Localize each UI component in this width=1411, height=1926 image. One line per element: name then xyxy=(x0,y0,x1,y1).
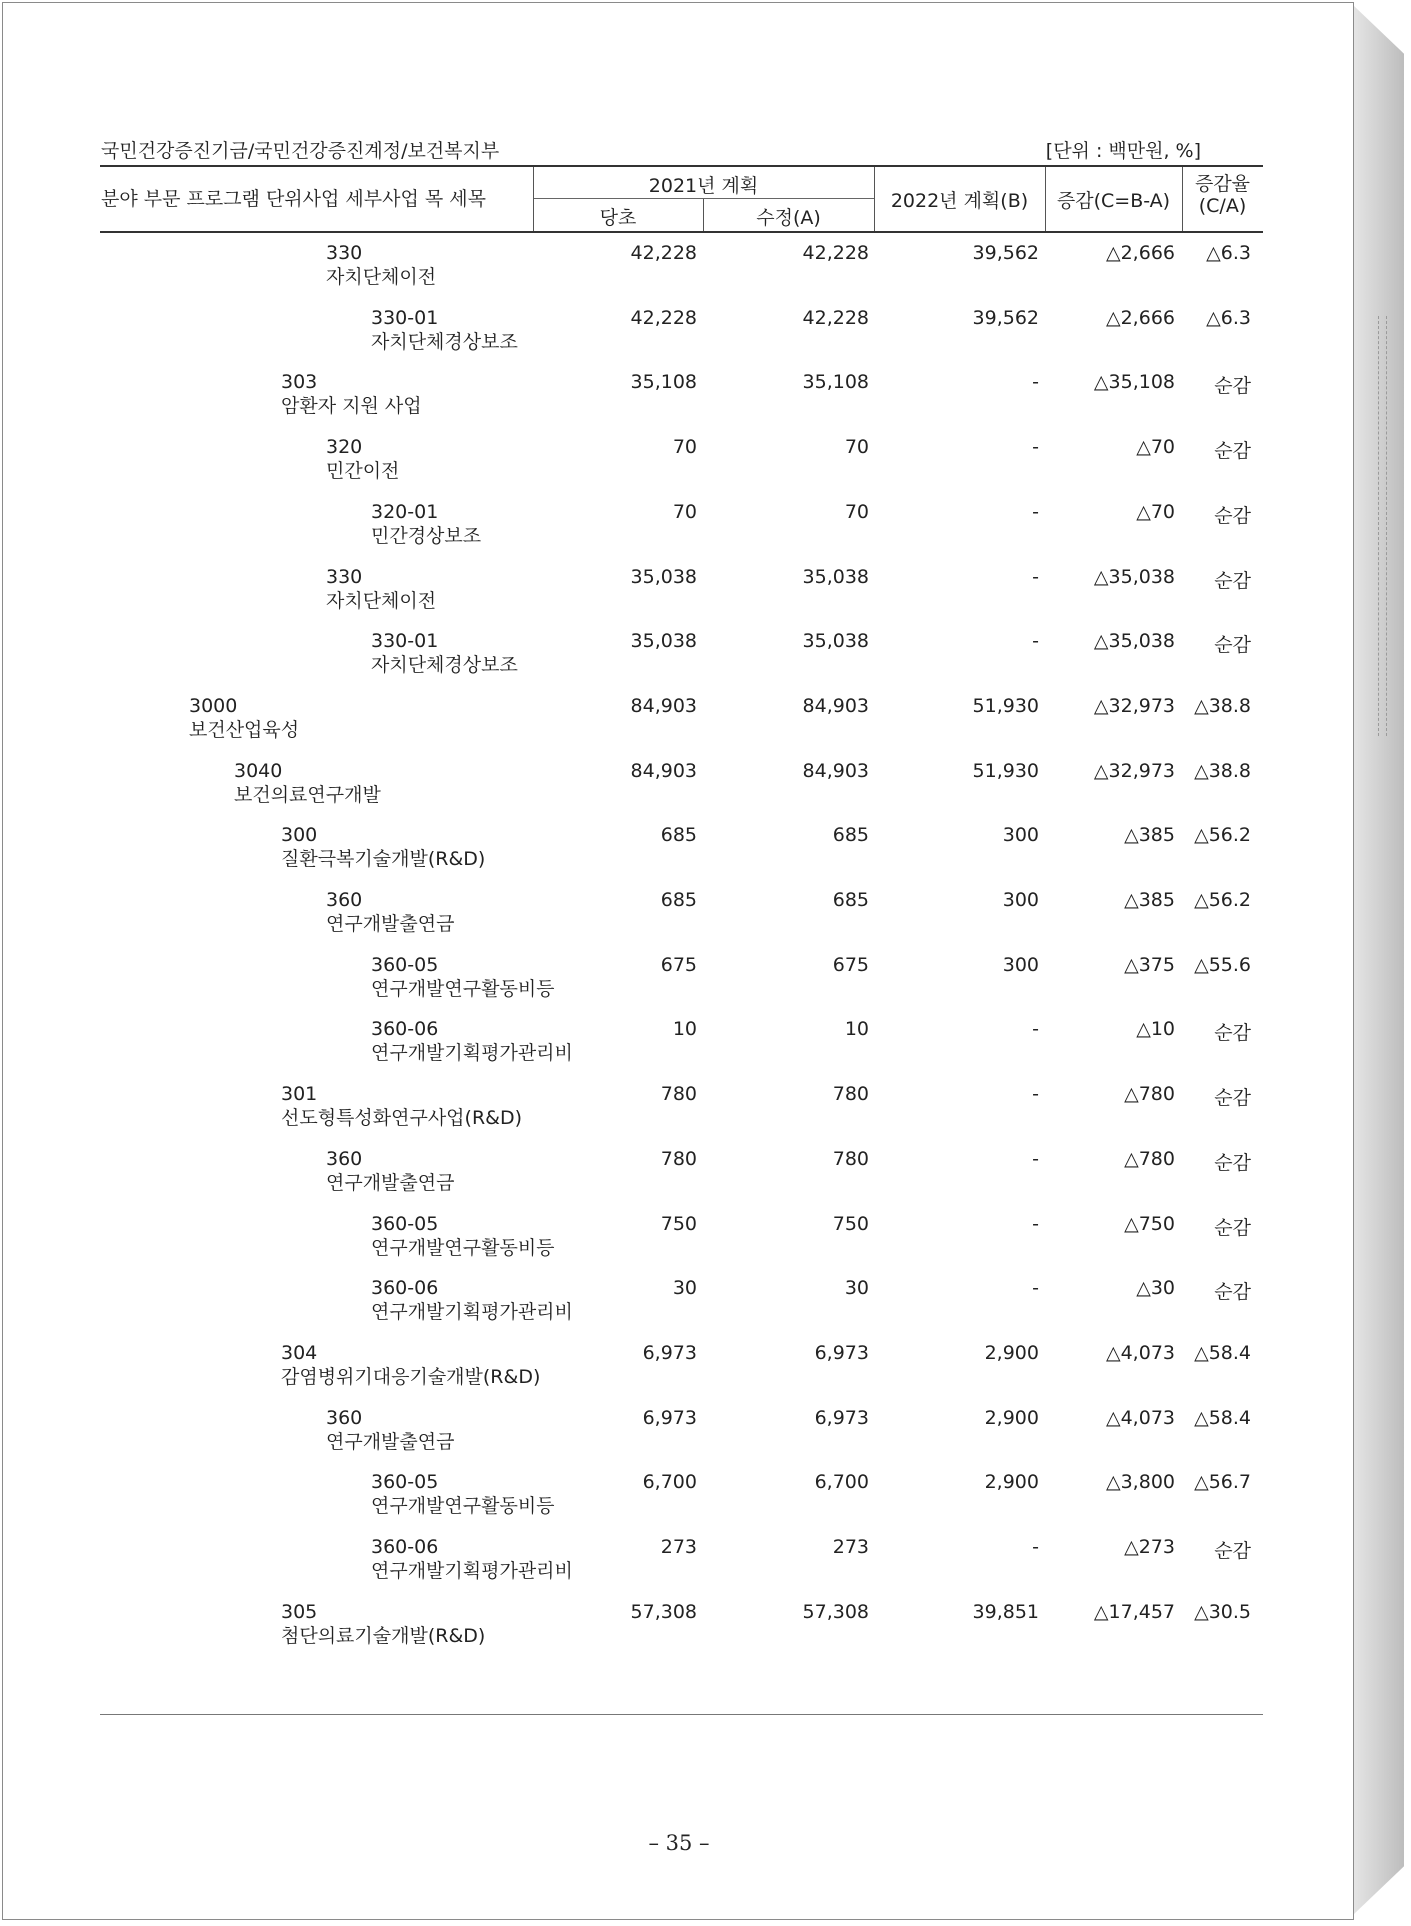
value-2022-plan: - xyxy=(1032,1212,1039,1235)
value-2022-plan: - xyxy=(1032,630,1039,653)
table-row xyxy=(3,954,1355,1018)
table-row xyxy=(3,760,1355,824)
value-change: △780 xyxy=(1124,1147,1175,1170)
column-header-initial: 당초 xyxy=(599,207,637,229)
value-2022-plan: 300 xyxy=(1002,824,1039,847)
value-change: △273 xyxy=(1124,1536,1175,1558)
value-2022-plan: 39,562 xyxy=(972,242,1039,264)
row-code: 3040 xyxy=(234,759,283,782)
row-code: 330-01 xyxy=(371,306,439,329)
table-row xyxy=(3,501,1355,565)
row-code: 360 xyxy=(326,1406,363,1429)
footer-rule xyxy=(100,1714,1263,1715)
value-revised: 35,038 xyxy=(802,630,869,653)
value-revised: 57,308 xyxy=(802,1600,869,1623)
value-rate: 순감 xyxy=(1214,1087,1251,1110)
value-rate: 순감 xyxy=(1214,440,1251,463)
row-code: 360-05 xyxy=(371,1212,439,1235)
value-initial: 57,308 xyxy=(630,1600,697,1623)
value-initial: 675 xyxy=(660,953,697,976)
value-rate: △30.5 xyxy=(1194,1600,1251,1623)
value-initial: 42,228 xyxy=(630,242,697,264)
value-2022-plan: 51,930 xyxy=(972,759,1039,782)
value-change: △4,073 xyxy=(1105,1406,1175,1429)
value-change: △30 xyxy=(1136,1277,1175,1300)
value-change: △35,108 xyxy=(1093,371,1175,394)
value-rate: △6.3 xyxy=(1206,242,1251,264)
row-name: 연구개발연구활동비등 xyxy=(371,977,555,1000)
edge-dash-line xyxy=(1378,316,1380,736)
value-initial: 42,228 xyxy=(630,306,697,329)
value-rate: △38.8 xyxy=(1194,759,1251,782)
table-row xyxy=(3,695,1355,759)
value-revised: 780 xyxy=(832,1083,869,1106)
value-rate: △58.4 xyxy=(1194,1341,1251,1364)
value-initial: 30 xyxy=(672,1277,697,1300)
value-change: △32,973 xyxy=(1093,694,1175,717)
value-initial: 273 xyxy=(660,1536,697,1558)
value-revised: 84,903 xyxy=(802,759,869,782)
row-name: 감염병위기대응기술개발(R&D) xyxy=(281,1365,541,1388)
value-2022-plan: - xyxy=(1032,500,1039,523)
value-change: △35,038 xyxy=(1093,565,1175,588)
value-rate: △56.7 xyxy=(1194,1471,1251,1494)
value-2022-plan: 2,900 xyxy=(984,1406,1039,1429)
table-row xyxy=(3,1536,1355,1600)
value-2022-plan: - xyxy=(1032,1083,1039,1106)
value-initial: 35,108 xyxy=(630,371,697,394)
table-row xyxy=(3,1018,1355,1082)
value-revised: 84,903 xyxy=(802,694,869,717)
row-code: 360-06 xyxy=(371,1536,439,1558)
table-row xyxy=(3,242,1355,306)
rate-header-top: 증감율 xyxy=(1194,173,1251,195)
value-revised: 6,973 xyxy=(814,1341,869,1364)
table-row xyxy=(3,1148,1355,1212)
value-revised: 6,973 xyxy=(814,1406,869,1429)
value-rate: △56.2 xyxy=(1194,889,1251,911)
row-name: 자치단체이전 xyxy=(326,266,437,288)
value-revised: 42,228 xyxy=(802,242,869,264)
row-name: 민간경상보조 xyxy=(371,524,482,547)
rate-header-bottom: (C/A) xyxy=(1198,195,1247,217)
value-revised: 273 xyxy=(832,1536,869,1558)
table-header-bottom-rule xyxy=(100,231,1263,233)
value-2022-plan: 2,900 xyxy=(984,1471,1039,1494)
row-code: 320 xyxy=(326,436,363,459)
value-initial: 70 xyxy=(672,436,697,459)
row-code: 330 xyxy=(326,565,363,588)
value-initial: 70 xyxy=(672,500,697,523)
value-rate: △55.6 xyxy=(1194,953,1251,976)
page-number: – 35 – xyxy=(648,1831,710,1855)
value-change: △32,973 xyxy=(1093,759,1175,782)
value-revised: 780 xyxy=(832,1147,869,1170)
row-name: 연구개발기획평가관리비 xyxy=(371,1042,573,1065)
value-initial: 6,973 xyxy=(642,1406,697,1429)
value-initial: 6,973 xyxy=(642,1341,697,1364)
value-change: △70 xyxy=(1136,500,1175,523)
value-2022-plan: - xyxy=(1032,1277,1039,1300)
row-name: 자치단체경상보조 xyxy=(371,654,518,677)
value-rate: 순감 xyxy=(1214,1281,1251,1304)
value-2022-plan: 300 xyxy=(1002,953,1039,976)
column-header-revised: 수정(A) xyxy=(756,207,821,229)
value-change: △375 xyxy=(1124,953,1175,976)
row-code: 300 xyxy=(281,824,318,847)
row-name: 연구개발기획평가관리비 xyxy=(371,1560,573,1582)
value-change: △35,038 xyxy=(1093,630,1175,653)
table-row xyxy=(3,307,1355,371)
table-top-rule xyxy=(100,165,1263,167)
table-row xyxy=(3,566,1355,630)
value-change: △780 xyxy=(1124,1083,1175,1106)
row-code: 3000 xyxy=(189,694,238,717)
value-change: △3,800 xyxy=(1105,1471,1175,1494)
table-row xyxy=(3,1601,1355,1665)
value-initial: 6,700 xyxy=(642,1471,697,1494)
value-initial: 35,038 xyxy=(630,565,697,588)
row-name: 자치단체이전 xyxy=(326,589,437,612)
value-2022-plan: - xyxy=(1032,436,1039,459)
value-rate: △6.3 xyxy=(1206,306,1251,329)
row-code: 360-05 xyxy=(371,1471,439,1494)
value-initial: 84,903 xyxy=(630,759,697,782)
row-name: 연구개발기획평가관리비 xyxy=(371,1301,573,1324)
row-name: 연구개발출연금 xyxy=(326,1430,455,1453)
value-revised: 10 xyxy=(844,1018,869,1041)
book-edge-decoration xyxy=(1354,6,1404,1914)
column-header-change: 증감(C=B-A) xyxy=(1056,190,1171,212)
row-code: 305 xyxy=(281,1600,318,1623)
value-initial: 780 xyxy=(660,1083,697,1106)
table-row xyxy=(3,1342,1355,1406)
value-initial: 780 xyxy=(660,1147,697,1170)
row-name: 자치단체경상보조 xyxy=(371,330,518,353)
row-name: 연구개발출연금 xyxy=(326,913,455,935)
value-rate: 순감 xyxy=(1214,634,1251,657)
value-rate: 순감 xyxy=(1214,375,1251,398)
row-name: 첨단의료기술개발(R&D) xyxy=(281,1624,486,1647)
value-2022-plan: - xyxy=(1032,1536,1039,1558)
row-code: 304 xyxy=(281,1341,318,1364)
column-header-rate xyxy=(1182,173,1263,217)
row-code: 360 xyxy=(326,889,363,911)
row-name: 암환자 지원 사업 xyxy=(281,395,422,418)
value-change: △385 xyxy=(1124,889,1175,911)
row-name: 연구개발출연금 xyxy=(326,1171,455,1194)
table-row xyxy=(3,1407,1355,1471)
value-revised: 70 xyxy=(844,436,869,459)
value-2022-plan: - xyxy=(1032,565,1039,588)
value-rate: 순감 xyxy=(1214,1022,1251,1045)
value-2022-plan: 2,900 xyxy=(984,1341,1039,1364)
value-initial: 750 xyxy=(660,1212,697,1235)
table-row xyxy=(3,1471,1355,1535)
row-code: 303 xyxy=(281,371,318,394)
value-rate: 순감 xyxy=(1214,1151,1251,1174)
value-2022-plan: - xyxy=(1032,1147,1039,1170)
value-change: △385 xyxy=(1124,824,1175,847)
value-revised: 6,700 xyxy=(814,1471,869,1494)
value-change: △2,666 xyxy=(1105,242,1175,264)
row-code: 301 xyxy=(281,1083,318,1106)
table-row xyxy=(3,889,1355,953)
value-change: △750 xyxy=(1124,1212,1175,1235)
value-change: △17,457 xyxy=(1093,1600,1175,1623)
table-row xyxy=(3,371,1355,435)
table-row xyxy=(3,436,1355,500)
value-revised: 70 xyxy=(844,500,869,523)
value-initial: 10 xyxy=(672,1018,697,1041)
value-2022-plan: - xyxy=(1032,1018,1039,1041)
value-2022-plan: 51,930 xyxy=(972,694,1039,717)
value-rate: 순감 xyxy=(1214,569,1251,592)
value-initial: 35,038 xyxy=(630,630,697,653)
value-revised: 675 xyxy=(832,953,869,976)
table-row xyxy=(3,1277,1355,1341)
value-rate: 순감 xyxy=(1214,1540,1251,1562)
document-header-title: 국민건강증진기금/국민건강증진계정/보건복지부 xyxy=(101,140,500,162)
value-revised: 685 xyxy=(832,824,869,847)
column-header-2021-plan: 2021년 계획 xyxy=(648,175,759,197)
value-change: △2,666 xyxy=(1105,306,1175,329)
table-row xyxy=(3,630,1355,694)
value-2022-plan: 39,562 xyxy=(972,306,1039,329)
value-revised: 750 xyxy=(832,1212,869,1235)
header-sub-rule xyxy=(533,198,875,199)
row-name: 보건산업육성 xyxy=(189,718,300,741)
row-code: 320-01 xyxy=(371,500,439,523)
table-row xyxy=(3,1083,1355,1147)
value-revised: 35,038 xyxy=(802,565,869,588)
value-initial: 685 xyxy=(660,824,697,847)
row-code: 360 xyxy=(326,1147,363,1170)
value-2022-plan: - xyxy=(1032,371,1039,394)
row-code: 360-06 xyxy=(371,1277,439,1300)
value-revised: 35,108 xyxy=(802,371,869,394)
row-name: 선도형특성화연구사업(R&D) xyxy=(281,1107,523,1130)
value-rate: △58.4 xyxy=(1194,1406,1251,1429)
value-2022-plan: 300 xyxy=(1002,889,1039,911)
value-rate: △38.8 xyxy=(1194,694,1251,717)
value-revised: 685 xyxy=(832,889,869,911)
document-page xyxy=(2,2,1354,1920)
row-code: 330-01 xyxy=(371,630,439,653)
value-change: △4,073 xyxy=(1105,1341,1175,1364)
value-rate: 순감 xyxy=(1214,1216,1251,1239)
value-rate: 순감 xyxy=(1214,504,1251,527)
edge-dash-line xyxy=(1386,316,1388,736)
value-rate: △56.2 xyxy=(1194,824,1251,847)
row-code: 330 xyxy=(326,242,363,264)
unit-note: [단위 : 백만원, %] xyxy=(1045,140,1201,162)
value-2022-plan: 39,851 xyxy=(972,1600,1039,1623)
row-name: 민간이전 xyxy=(326,460,400,483)
table-row xyxy=(3,824,1355,888)
row-name: 연구개발연구활동비등 xyxy=(371,1236,555,1259)
column-header-2022-plan: 2022년 계획(B) xyxy=(890,190,1029,212)
value-revised: 42,228 xyxy=(802,306,869,329)
column-header-label: 분야 부문 프로그램 단위사업 세부사업 목 세목 xyxy=(101,188,486,210)
value-change: △70 xyxy=(1136,436,1175,459)
table-row xyxy=(3,1213,1355,1277)
value-initial: 685 xyxy=(660,889,697,911)
row-name: 연구개발연구활동비등 xyxy=(371,1495,555,1518)
row-code: 360-06 xyxy=(371,1018,439,1041)
value-change: △10 xyxy=(1136,1018,1175,1041)
value-revised: 30 xyxy=(844,1277,869,1300)
row-name: 보건의료연구개발 xyxy=(234,783,381,806)
row-name: 질환극복기술개발(R&D) xyxy=(281,848,486,871)
row-code: 360-05 xyxy=(371,953,439,976)
value-initial: 84,903 xyxy=(630,694,697,717)
